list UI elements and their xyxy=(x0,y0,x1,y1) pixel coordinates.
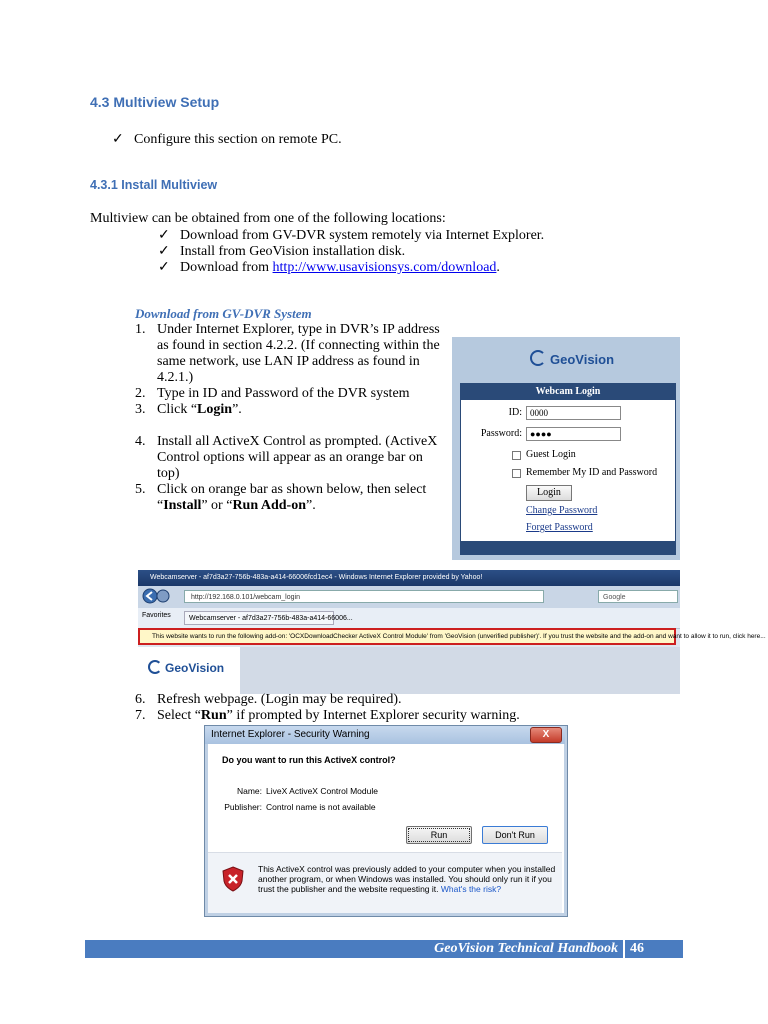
id-label: ID: xyxy=(508,407,522,418)
remember-label: Remember My ID and Password xyxy=(526,467,658,478)
step-text-post: ”. xyxy=(305,498,316,513)
section-title: 4.3 Multiview Setup xyxy=(90,94,220,110)
footer-title: GeoVision Technical Handbook xyxy=(434,941,618,956)
location-item xyxy=(158,260,500,276)
step-number: 2. xyxy=(135,386,146,401)
forget-password-link[interactable]: Forget Password xyxy=(526,522,593,533)
step-number: 4. xyxy=(135,434,146,449)
guest-login-checkbox[interactable] xyxy=(512,451,521,460)
step-text-pre: Select “ xyxy=(157,708,201,723)
step-text-bold: Run Add-on xyxy=(232,498,306,513)
id-input[interactable]: 0000 xyxy=(526,406,621,420)
location-text: Download from xyxy=(180,260,273,275)
name-label: Name: xyxy=(236,786,262,796)
step-text-bold: Login xyxy=(197,402,233,417)
step-number: 7. xyxy=(135,708,146,723)
download-section-title: Download from GV-DVR System xyxy=(135,306,312,321)
location-item xyxy=(158,244,405,260)
location-suffix: . xyxy=(496,260,500,275)
step-text-bold: Run xyxy=(200,708,227,723)
location-text: Download from GV-DVR system remotely via Internet Explorer. xyxy=(180,228,545,243)
dont-run-button[interactable]: Don't Run xyxy=(482,826,548,844)
name-value: LiveX ActiveX Control Module xyxy=(266,786,378,796)
publisher-value: Control name is not available xyxy=(266,802,376,812)
geovision-swirl-icon xyxy=(148,660,162,674)
geovision-logo xyxy=(148,660,224,675)
login-header: Webcam Login xyxy=(461,384,675,400)
brand-text: GeoVision xyxy=(550,352,615,367)
geovision-swirl-icon xyxy=(530,350,546,366)
location-text: Install from GeoVision installation disk. xyxy=(180,244,406,259)
ie-content-band xyxy=(240,647,680,694)
login-footer-bar xyxy=(460,541,676,555)
ie-url-input[interactable]: http://192.168.0.101/webcam_login xyxy=(184,590,544,603)
step-item xyxy=(135,708,555,724)
back-forward-icon[interactable] xyxy=(142,588,172,604)
checkmark-icon: ✓ xyxy=(158,228,170,243)
favorites-label[interactable]: Favorites xyxy=(142,612,171,619)
run-button[interactable]: Run xyxy=(406,826,472,844)
step-text-bold: Install xyxy=(163,498,202,513)
step-item xyxy=(135,402,440,418)
password-label: Password: xyxy=(480,428,522,439)
warning-body: This ActiveX control was previously added to your computer when you installed another program, or when Windows was installed. You should only run it if you trust the publisher and the website requesting it. xyxy=(258,864,556,894)
remember-checkbox[interactable] xyxy=(512,469,521,478)
step-item xyxy=(135,482,440,514)
step-text xyxy=(157,402,440,418)
step-number: 3. xyxy=(135,402,146,417)
step-number: 6. xyxy=(135,692,146,707)
ie-tab[interactable]: Webcamserver - af7d3a27-756b-483a-a414-66006... xyxy=(184,611,334,625)
step-text-post: ” if prompted by Internet Explorer security warning. xyxy=(226,708,520,723)
step-text-post: ”. xyxy=(232,402,242,417)
step-text: Type in ID and Password of the DVR system xyxy=(157,386,410,401)
step-text: Install all ActiveX Control as prompted. (ActiveX Control options will appear as an orange bar on top) xyxy=(157,434,438,481)
checkmark-icon: ✓ xyxy=(158,244,170,259)
step-text-mid: ” or “ xyxy=(201,498,233,513)
dialog-title: Internet Explorer - Security Warning xyxy=(205,726,565,744)
ie-info-bar[interactable]: This website wants to run the following add-on: 'OCXDownloadChecker ActiveX Control Module' from 'GeoVision (unverified publisher)'. If you trust the website and the add-on and want to allow it to run, click here... xyxy=(138,628,676,645)
ie-window-title: Webcamserver - af7d3a27-756b-483a-a414-66006fcd1ec4 - Windows Internet Explorer provided by Yahoo! xyxy=(138,570,680,586)
password-input[interactable]: ●●●● xyxy=(526,427,621,441)
step-text-pre: Click on orange bar as shown below, then select “ xyxy=(157,482,427,513)
change-password-link[interactable]: Change Password xyxy=(526,505,598,516)
warning-text xyxy=(258,864,558,894)
step-item xyxy=(135,386,440,402)
note-text: Configure this section on remote PC. xyxy=(134,132,342,147)
checkmark-icon: ✓ xyxy=(158,260,170,275)
checkmark-icon: ✓ xyxy=(112,132,124,147)
step-number: 5. xyxy=(135,482,146,497)
risk-link[interactable]: What's the risk? xyxy=(440,884,502,894)
guest-login-label: Guest Login xyxy=(526,449,576,460)
subsection-title: 4.3.1 Install Multiview xyxy=(90,178,218,192)
step-text xyxy=(157,482,440,514)
publisher-label: Publisher: xyxy=(224,802,262,812)
step-text-pre: Click “ xyxy=(157,402,198,417)
steps-list xyxy=(135,322,440,514)
intro-text: Multiview can be obtained from one of the following locations: xyxy=(90,211,446,226)
step-text xyxy=(157,708,555,724)
login-button[interactable]: Login xyxy=(526,485,572,501)
page-number: 46 xyxy=(630,941,644,956)
location-item xyxy=(158,228,544,244)
step-number: 1. xyxy=(135,322,146,337)
note-line xyxy=(112,132,342,148)
step-item xyxy=(135,322,440,386)
step-item xyxy=(135,434,440,482)
brand-text: GeoVision xyxy=(165,661,225,675)
footer-divider xyxy=(623,940,625,958)
step-text: Under Internet Explorer, type in DVR’s IP address as found in section 4.2.2. (If connecting within the same network, use LAN IP address as found in 4.2.1.) xyxy=(157,322,440,385)
dialog-question: Do you want to run this ActiveX control? xyxy=(222,755,396,765)
step-item xyxy=(135,692,555,708)
ie-search-input[interactable]: Google xyxy=(598,590,678,603)
steps-list-continued xyxy=(135,692,555,724)
download-link[interactable]: http://www.usavisionsys.com/download xyxy=(272,260,497,275)
step-text: Refresh webpage. (Login may be required). xyxy=(157,692,402,707)
close-button[interactable]: X xyxy=(530,727,562,743)
shield-warning-icon xyxy=(222,866,244,892)
geovision-logo xyxy=(530,350,614,367)
